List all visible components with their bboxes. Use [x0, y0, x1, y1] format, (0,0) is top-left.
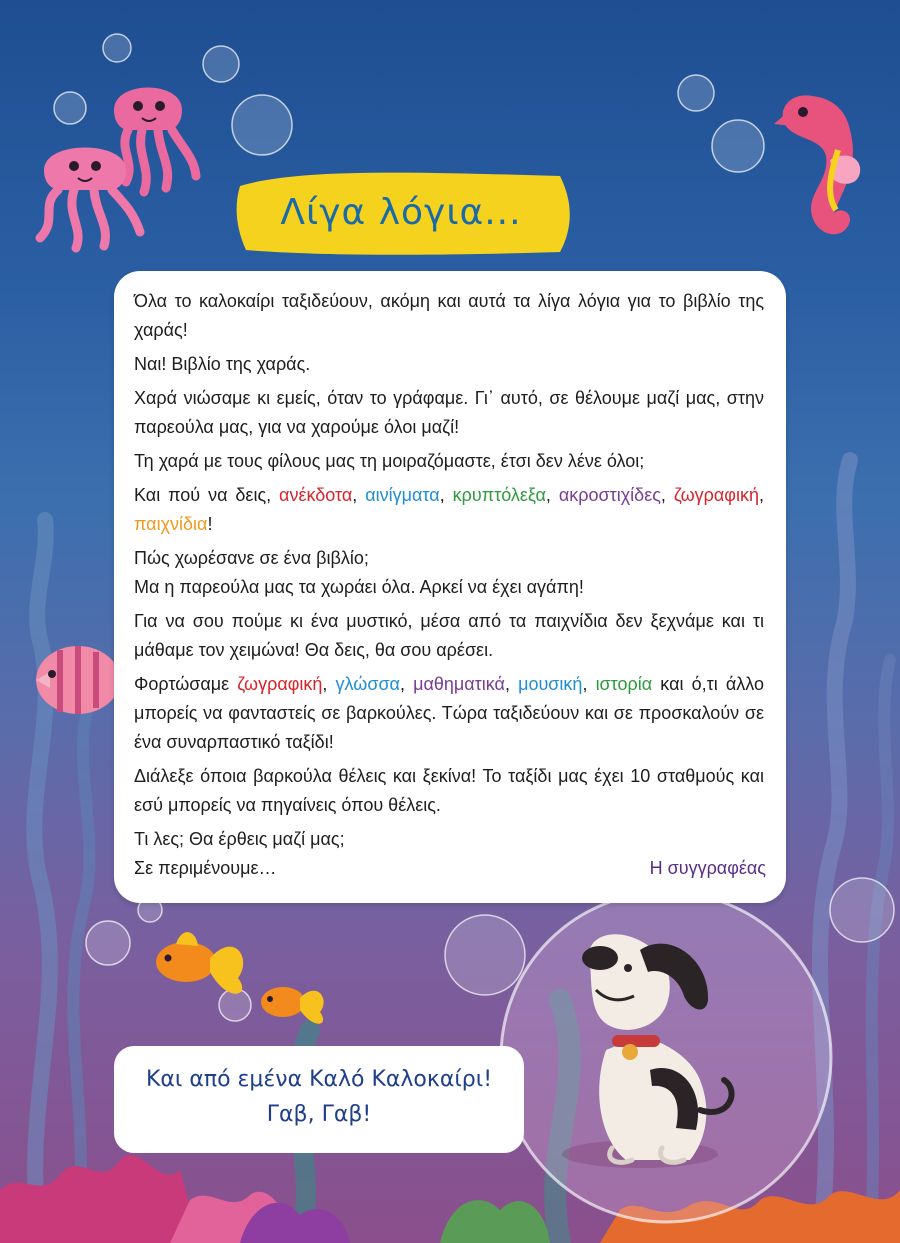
word-games: παιχνίδια — [134, 514, 208, 534]
exclamation: ! — [207, 514, 213, 534]
word-jokes: ανέκδοτα — [279, 485, 353, 505]
subject-music: μουσική — [518, 674, 583, 694]
dog-message — [114, 1062, 524, 1132]
word-riddles: αινίγματα — [365, 485, 440, 505]
seahorse-icon — [774, 95, 860, 234]
paragraph-6b: Μα η παρεούλα μας τα χωράει όλα. Αρκεί να έχει αγάπη! — [134, 577, 584, 597]
title-banner — [236, 166, 566, 258]
paragraph-7: Για να σου πούμε κι ένα μυστικό, μέσα από τα παιχνίδια δεν ξεχνάμε και τι μάθαμε τον χειμώνα! Θα δεις, θα σου αρέσει. — [134, 611, 764, 660]
paragraph-8 — [134, 670, 764, 757]
p5-lead: Και πού να δεις, — [134, 485, 280, 505]
paragraph-5 — [134, 481, 764, 539]
separator: , — [439, 485, 453, 505]
separator: , — [545, 485, 559, 505]
paragraph-10a: Τι λες; Θα έρθεις μαζί μας; — [134, 829, 345, 849]
dog-in-bubble-illustration — [501, 892, 831, 1222]
separator: , — [758, 485, 764, 505]
subject-history: ιστορία — [595, 674, 653, 694]
author-signature: Η συγγραφέας — [649, 858, 766, 878]
intro-text-card — [114, 271, 786, 903]
subject-maths: μαθηματικά — [413, 674, 505, 694]
dog-message-line-1: Και από εμένα Καλό Καλοκαίρι! — [145, 1067, 493, 1092]
dog-message-line-2: Γαβ, Γαβ! — [266, 1102, 372, 1127]
dog-speech-card — [114, 1046, 524, 1153]
page-title: Λίγα λόγια... — [280, 191, 522, 233]
separator: , — [322, 674, 336, 694]
paragraph-9: Διάλεξε όποια βαρκούλα θέλεις και ξεκίνα! Το ταξίδι μας έχει 10 σταθμούς και εσύ μπορείς να πηγαίνεις όπου θέλεις. — [134, 766, 764, 815]
paragraph-1: Όλα το καλοκαίρι ταξιδεύουν, ακόμη και αυτά τα λίγα λόγια για το βιβλίο της χαράς! — [134, 291, 764, 340]
subject-language: γλώσσα — [335, 674, 400, 694]
word-word-search: κρυπτόλεξα — [452, 485, 546, 505]
p8-lead: Φορτώσαμε — [134, 674, 238, 694]
separator: , — [399, 674, 414, 694]
separator: , — [504, 674, 519, 694]
separator: , — [352, 485, 366, 505]
separator: , — [660, 485, 674, 505]
word-drawing: ζωγραφική — [673, 485, 759, 505]
paragraph-10b: Σε περιμένουμε… — [134, 858, 277, 878]
paragraph-3: Χαρά νιώσαμε κι εμείς, όταν το γράφαμε. Γι᾽ αυτό, σε θέλουμε μαζί μας, στην παρεούλα μας, για να χαρούμε όλοι μαζί! — [134, 388, 764, 437]
intro-text-body — [134, 287, 764, 888]
subject-drawing: ζωγραφική — [237, 674, 323, 694]
p8-tail: και ό,τι άλλο μπορείς να φανταστείς σε βαρκούλες. Τώρα ταξιδεύουν και σε προσκαλούν σε ένα συναρπαστικό ταξίδι! — [134, 674, 764, 752]
paragraph-2: Ναι! Βιβλίο της χαράς. — [134, 354, 311, 374]
separator: , — [582, 674, 596, 694]
paragraph-4: Τη χαρά με τους φίλους μας τη μοιραζόμαστε, έτσι δεν λένε όλοι; — [134, 451, 645, 471]
word-acrostics: ακροστιχίδες — [558, 485, 661, 505]
paragraph-6a: Πώς χωρέσανε σε ένα βιβλίο; — [134, 548, 369, 568]
